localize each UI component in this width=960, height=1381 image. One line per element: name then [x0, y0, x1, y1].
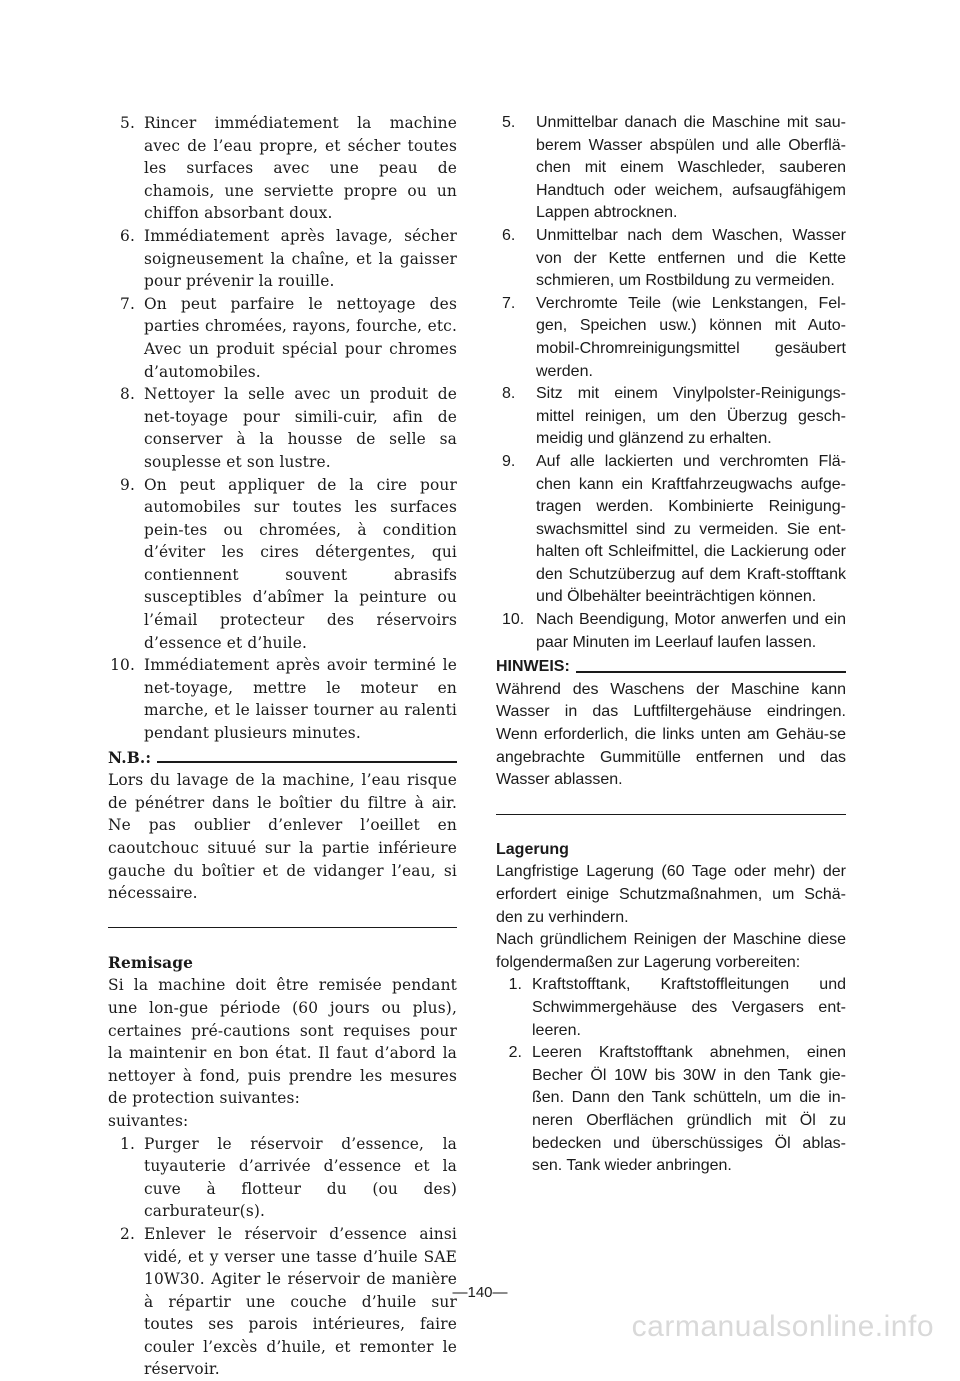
note-text: Während des Waschens der Maschine kann Wasser in das Luftfiltergehäuse eindringen. Wenn erforderlich, die links unten am Gehäu-se angebrachte Gummitülle entfernen und das Wasser ablassen.: [496, 680, 846, 789]
item-text: Immédiatement après lavage, sécher soigneusement la chaîne, et la gaisser pour prévenir la rouille.: [144, 226, 457, 291]
item-number: 10.: [502, 611, 525, 629]
note-label: N.B.:: [108, 748, 152, 767]
list-item: [496, 383, 846, 451]
item-text: Nach Beendigung, Motor anwerfen und ein paar Minuten im Leerlauf laufen lassen.: [536, 611, 846, 651]
item-number: 2.: [508, 1044, 522, 1062]
storage-list-item: [496, 1042, 846, 1178]
item-text: Unmittelbar danach die Maschine mit sau-berem Wasser abspülen und alle Oberflä-chen mit einem Waschleder, sauberen Handtuch oder weichem, aufsaugfähigem Lappen abtrocknen.: [536, 114, 846, 222]
storage-title: Remisage: [108, 953, 194, 972]
item-text: Verchromte Teile (wie Lenkstangen, Fel-gen, Speichen usw.) können mit Auto-mobil-Chromreinigungsmittel gesäubert werden.: [536, 294, 846, 380]
storage-list-item: [108, 1223, 457, 1381]
item-number: 6.: [120, 226, 135, 245]
item-number: 5.: [120, 114, 135, 132]
note-heading: [108, 747, 457, 770]
item-number: 2.: [120, 1224, 135, 1243]
note-heading: [496, 656, 846, 679]
item-number: 7.: [502, 294, 516, 312]
list-item: [108, 654, 457, 744]
item-text: On peut parfaire le nettoyage des parties chromées, rayons, fourche, etc. Avec un produit spécial pour chromes d’automobiles.: [144, 294, 457, 381]
list-item: [496, 609, 846, 654]
storage-list-item: [108, 1133, 457, 1223]
list-item: [108, 112, 457, 225]
french-column: [108, 112, 457, 1381]
storage-intro: Si la machine doit être remisée pendant une lon-gue période (60 jours ou plus), certaines pré-cautions sont requises pour la maintenir en bon état. Il faut d’abord la nettoyer à fond, puis prendre les mesures de protection suivantes:: [108, 976, 457, 1108]
list-item: [108, 474, 457, 655]
item-text: Sitz mit einem Vinylpolster-Reinigungs-mittel reinigen, um den Überzug gesch-meidig und glänzend zu erhalten.: [536, 385, 846, 448]
list-item: [108, 293, 457, 383]
item-number: 10.: [110, 656, 135, 675]
note-text: Lors du lavage de la machine, l’eau risque de pénétrer dans le boîtier du filtre à air. Ne pas oublier d’enlever l’oeillet en caoutchouc situué sur la partie inférieure gauche du boîtier et de vidanger l’eau, si nécessaire.: [108, 771, 457, 903]
item-text: Immédiatement après avoir terminé le net-toyage, mettre le moteur en marche, et le laisser tourner au ralenti pendant plusieurs minutes.: [144, 656, 457, 743]
note-rule: [157, 761, 457, 763]
item-number: 5.: [502, 114, 516, 131]
storage-intro-continued: Nach gründlichem Reinigen der Maschine diese folgendermaßen zur Lagerung vorbereiten:: [496, 931, 846, 971]
note-rule: [576, 671, 846, 673]
storage-list-item: [496, 974, 846, 1042]
item-text: Unmittelbar nach dem Waschen, Wasser von der Kette entfernen und die Kette schmieren, um Rostbildung zu vermeiden.: [536, 226, 846, 290]
section-divider: [496, 814, 846, 815]
list-item: [496, 451, 846, 609]
note-label: HINWEIS:: [496, 658, 570, 676]
watermark: carmanualsonline.info: [631, 1310, 934, 1343]
section-divider: [108, 927, 457, 928]
item-number: 6.: [502, 226, 516, 244]
item-text: Nettoyer la selle avec un produit de net-toyage pour simili-cuir, afin de conserver à la housse de selle sa souplesse et son lustre.: [144, 385, 457, 471]
item-text: On peut appliquer de la cire pour automobiles sur toutes les surfaces pein-tes ou chromées, à condition d’éviter les cires détergentes, qui contiennent souvent abrasifs susceptibles d’abîmer la peinture ou l’émail protecteur des réservoirs d’essence et d’huile.: [144, 475, 457, 652]
item-number: 7.: [120, 294, 135, 313]
item-number: 9.: [502, 452, 516, 470]
item-number: 1.: [508, 976, 522, 994]
list-item: [496, 112, 846, 225]
storage-title: Lagerung: [496, 840, 569, 858]
item-text: Enlever le réservoir d’essence ainsi vidé, et y verser une tasse d’huile SAE 10W30. Agiter le réservoir de manière à répartir une couche d’huile sur toutes ses parois intérieures, faire couler l’excès d’huile, et remonter le réservoir.: [144, 1224, 457, 1379]
german-column: [496, 112, 846, 1178]
item-text: Purger le réservoir d’essence, la tuyauterie d’arrivée d’essence et la cuve à flotteur du (ou des) carburateur(s).: [144, 1134, 457, 1221]
page-number: —140—: [452, 1284, 508, 1301]
list-item: [496, 225, 846, 293]
item-text: Kraftstofftank, Kraftstoffleitungen und Schwimmergehäuse des Vergasers ent-leeren.: [532, 976, 846, 1039]
list-item: [108, 383, 457, 473]
list-item: [496, 293, 846, 383]
item-text: Leeren Kraftstofftank abnehmen, einen Becher Öl 10W bis 30W in den Tank gie-ßen. Dann den Tank schütteln, um die in-neren Oberflächen gründlich mit Öl zu bedecken und überschüssiges Öl ablas-sen. Tank wieder anbringen.: [532, 1044, 846, 1175]
item-number: 1.: [120, 1134, 135, 1153]
item-number: 8.: [502, 385, 516, 403]
item-number: 8.: [120, 385, 135, 404]
storage-intro-continued: suivantes:: [108, 1111, 189, 1130]
item-number: 9.: [120, 475, 135, 494]
item-text: Rincer immédiatement la machine avec de l’eau propre, et sécher toutes les surfaces avec une peau de chamois, une serviette propre ou un chiffon absorbant doux.: [144, 114, 457, 223]
storage-intro: Langfristige Lagerung (60 Tage oder mehr) der erfordert einige Schutzmaßnahmen, um Schä-den zu verhindern.: [496, 863, 846, 926]
item-text: Auf alle lackierten und verchromten Flä-chen kann ein Kraftfahrzeugwachs aufge-tragen werden. Kombinierte Reinigung-swachsmittel sind zu vermeiden. Sie ent-halten oft Schleifmittel, die Lackierung oder den Schutzüberzug auf dem Kraft-stofftank und Ölbehälter beeinträchtigen können.: [536, 452, 846, 606]
list-item: [108, 225, 457, 293]
